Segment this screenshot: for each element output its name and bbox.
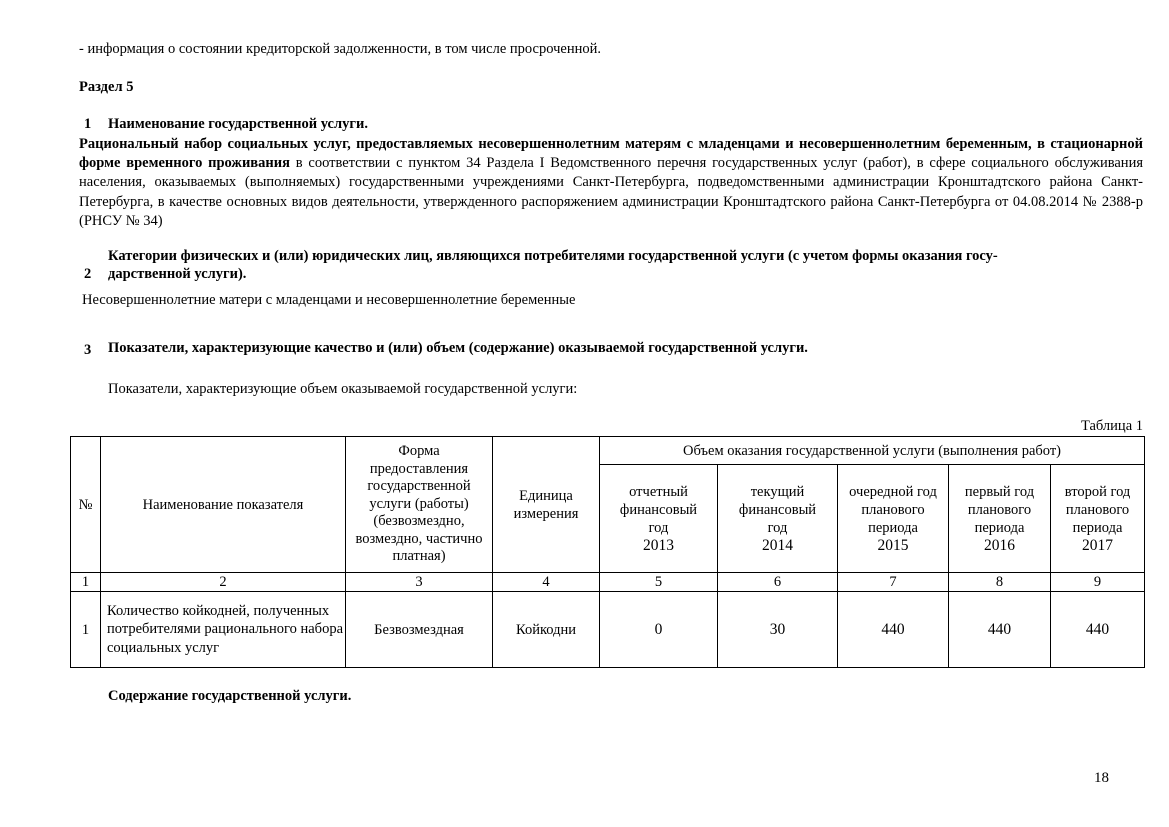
header-col7 [838,465,949,573]
header-col9-year: 2017 [1082,536,1114,554]
item2-number: 2 [84,266,92,282]
section-title: Раздел 5 [79,79,134,95]
column-number-row [71,573,1145,592]
header-col9 [1051,465,1145,573]
row-value-2015: 440 [838,592,949,668]
row-num: 1 [71,592,101,668]
col-number: 7 [838,573,949,592]
row-unit: Койкодни [493,592,600,668]
page-number: 18 [1094,770,1109,786]
indicators-table [70,436,1145,668]
table-caption: Таблица 1 [1080,418,1143,434]
item1-text-normal: в соответствии с пунктом 34 Раздела I Ведомственного перечня государственных услуг (работ), в сфере социального обслуживания населения, оказываемых (выполняемых) государственными учреждениями Санкт-Петербурга, подведомственными администрации Кронштадтского района Санкт-Петербурга, в качестве основных видов деятельности, утвержденного распоряжением администрации Кронштадтского района Санкт-Петербурга от 04.08.2014 № 2388-р (РНСУ № 34) [79,155,1143,229]
item2-value: Несовершеннолетние матери с младенцами и несовершеннолетние беременные [82,292,576,308]
header-col5-label: отчетный финансовый год [619,483,698,536]
header-num: № [71,437,101,573]
row-form: Безвозмездная [346,592,493,668]
header-volume-group: Объем оказания государственной услуги (выполнения работ) [600,437,1145,465]
item1-text [79,135,1143,231]
col-number: 3 [346,573,493,592]
header-form: Форма предоставления государственной услуги (работы) (безвозмездно, возмездно, частично платная) [346,437,493,573]
header-col9-label: второй год планового периода [1064,483,1131,536]
col-number: 9 [1051,573,1145,592]
header-col7-label: очередной год планового периода [849,483,937,536]
row-value-2014: 30 [718,592,838,668]
header-row-1 [71,437,1145,465]
item3-subheading: Показатели, характеризующие объем оказываемой государственной услуги: [108,381,578,397]
item1-heading: Наименование государственной услуги. [108,116,368,132]
header-col7-year: 2015 [877,536,909,554]
header-name: Наименование показателя [101,437,346,573]
table-row [71,592,1145,668]
row-name: Количество койкодней, полученных потребителями рационального набора социальных услуг [101,592,346,668]
item1-number: 1 [84,116,92,132]
col-number: 2 [101,573,346,592]
row-value-2013: 0 [600,592,718,668]
item1-text-bold: Рациональный набор социальных услуг, предоставляемых несовершеннолетним матерям с младенцами и несовершеннолетним беременным, в стационарной форме временного проживания [79,136,1143,172]
col-number: 5 [600,573,718,592]
col-number: 8 [949,573,1051,592]
item3-heading: Показатели, характеризующие качество и (или) объем (содержание) оказываемой государственной услуги. [108,340,808,356]
col-number: 6 [718,573,838,592]
content-heading: Содержание государственной услуги. [108,688,352,704]
header-unit: Единица измерения [493,437,600,573]
header-col8-label: первый год планового периода [964,483,1035,536]
item2-heading-line2: дарственной услуги). [108,266,247,282]
header-col6 [718,465,838,573]
item2-heading-line1: Категории физических и (или) юридических лиц, являющихся потребителями государственной услуги (с учетом формы оказания госу- [108,248,998,264]
header-col5 [600,465,718,573]
header-col8 [949,465,1051,573]
col-number: 4 [493,573,600,592]
row-value-2016: 440 [949,592,1051,668]
row-value-2017: 440 [1051,592,1145,668]
header-col6-label: текущий финансовый год [738,483,817,536]
col-number: 1 [71,573,101,592]
intro-line: - информация о состоянии кредиторской задолженности, в том числе просроченной. [79,41,601,57]
item3-number: 3 [84,342,92,358]
header-col8-year: 2016 [984,536,1015,554]
header-col6-year: 2014 [762,536,793,554]
header-col5-year: 2013 [643,536,674,554]
